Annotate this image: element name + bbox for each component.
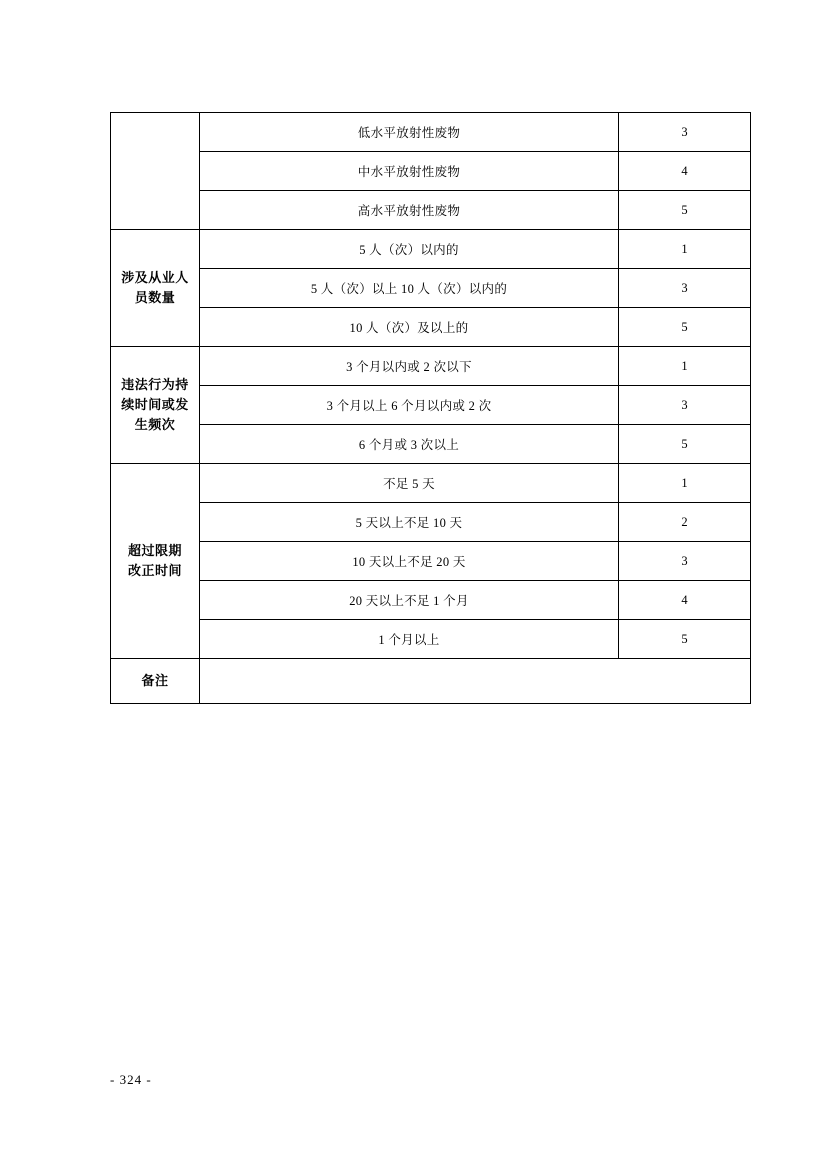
- row-score: 4: [619, 152, 751, 191]
- row-score: 3: [619, 269, 751, 308]
- row-description: 10 天以上不足 20 天: [200, 542, 619, 581]
- row-score: 5: [619, 620, 751, 659]
- row-score: 1: [619, 347, 751, 386]
- row-score: 1: [619, 230, 751, 269]
- table-row: [111, 191, 751, 230]
- row-description: 5 人（次）以内的: [200, 230, 619, 269]
- row-description: 中水平放射性废物: [200, 152, 619, 191]
- row-score: 3: [619, 542, 751, 581]
- table-row: [111, 386, 751, 425]
- category-line: 续时间或发: [121, 396, 189, 412]
- row-description: 高水平放射性废物: [200, 191, 619, 230]
- row-description: 6 个月或 3 次以上: [200, 425, 619, 464]
- scoring-table: [110, 112, 751, 704]
- table-row-remark: [111, 659, 751, 704]
- page-number: - 324 -: [110, 1072, 152, 1087]
- category-line: 生频次: [134, 417, 176, 433]
- table-row: [111, 620, 751, 659]
- scoring-table-container: [110, 112, 747, 704]
- category-line: 违法行为持: [121, 376, 189, 392]
- row-score: 5: [619, 425, 751, 464]
- category-line: 涉及从业人: [121, 269, 189, 285]
- row-description: 1 个月以上: [200, 620, 619, 659]
- table-row: [111, 152, 751, 191]
- row-score: 4: [619, 581, 751, 620]
- table-row: [111, 542, 751, 581]
- row-category-overdue-correction-time: [111, 464, 200, 659]
- row-description: 10 人（次）及以上的: [200, 308, 619, 347]
- row-description: 3 个月以上 6 个月以内或 2 次: [200, 386, 619, 425]
- row-description: 3 个月以内或 2 次以下: [200, 347, 619, 386]
- row-category-duration-frequency: [111, 347, 200, 464]
- table-row: [111, 308, 751, 347]
- table-row: [111, 113, 751, 152]
- row-score: 5: [619, 308, 751, 347]
- row-score: 2: [619, 503, 751, 542]
- row-description: 5 人（次）以上 10 人（次）以内的: [200, 269, 619, 308]
- category-line: 改正时间: [127, 563, 182, 578]
- remark-value: [200, 659, 751, 704]
- table-row: [111, 347, 751, 386]
- row-category-blank: [111, 113, 200, 230]
- row-description: 20 天以上不足 1 个月: [200, 581, 619, 620]
- row-score: 3: [619, 386, 751, 425]
- row-description: 低水平放射性废物: [200, 113, 619, 152]
- table-row: [111, 581, 751, 620]
- table-row: [111, 230, 751, 269]
- row-score: 3: [619, 113, 751, 152]
- remark-label: 备注: [111, 659, 200, 704]
- category-line: 超过限期: [127, 542, 182, 558]
- row-description: 5 天以上不足 10 天: [200, 503, 619, 542]
- row-category-personnel-count: [111, 230, 200, 347]
- table-row: [111, 503, 751, 542]
- table-row: [111, 464, 751, 503]
- row-score: 5: [619, 191, 751, 230]
- row-description: 不足 5 天: [200, 464, 619, 503]
- table-row: [111, 269, 751, 308]
- table-row: [111, 425, 751, 464]
- category-line: 员数量: [134, 290, 176, 305]
- row-score: 1: [619, 464, 751, 503]
